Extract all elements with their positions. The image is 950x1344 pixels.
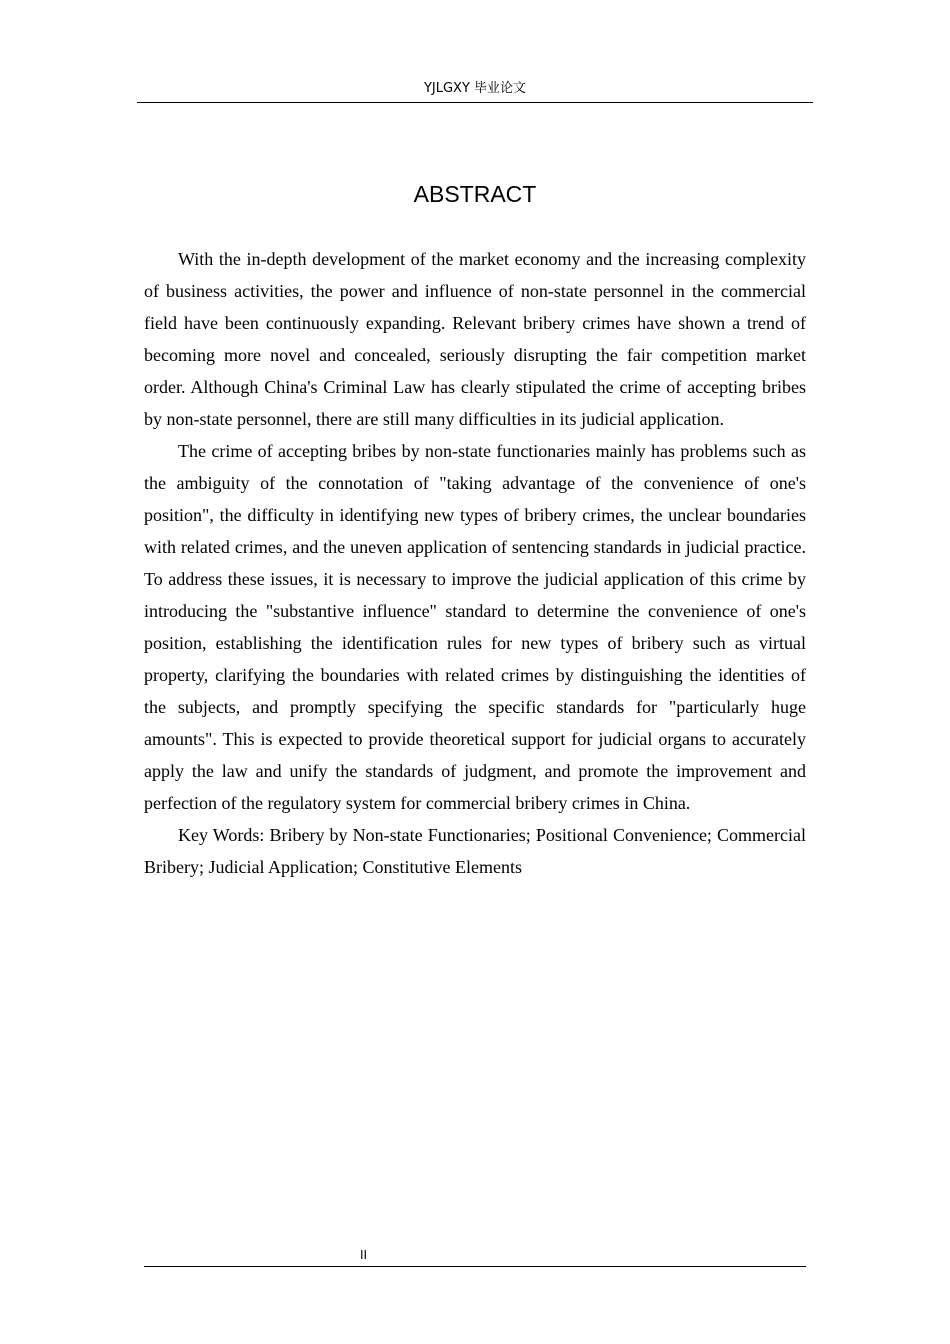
abstract-paragraph-1: With the in-depth development of the market economy and the increasing complexity of business activities, the power and influence of non-state personnel in the commercial field have been continuously expanding. Relevant bribery crimes have shown a trend of becoming more novel and concealed, seriously disrupting the fair competition market order. Although China's Criminal Law has clearly stipulated the crime of accepting bribes by non-state personnel, there are still many difficulties in its judicial application.: [144, 249, 806, 429]
abstract-paragraph-2: The crime of accepting bribes by non-state functionaries mainly has problems such as the ambiguity of the connotation of "taking advantage of the convenience of one's position", the difficulty in identifying new types of bribery crimes, the unclear boundaries with related crimes, and the uneven application of sentencing standards in judicial practice. To address these issues, it is necessary to improve the judicial application of this crime by introducing the "substantive influence" standard to determine the convenience of one's position, establishing the identification rules for new types of bribery such as virtual property, clarifying the boundaries with related crimes by distinguishing the identities of the subjects, and promptly specifying the specific standards for "particularly huge amounts". This is expected to provide theoretical support for judicial organs to accurately apply the law and unify the standards of judgment, and promote the improvement and perfection of the regulatory system for commercial bribery crimes in China.: [144, 441, 806, 813]
running-title: YJLGXY 毕业论文: [423, 81, 527, 96]
abstract-title: ABSTRACT: [413, 181, 537, 207]
page-footer: [144, 1245, 806, 1267]
keywords-line: [144, 819, 806, 883]
page-number: II: [360, 1248, 368, 1262]
keywords-list: Bribery by Non-state Functionaries; Positional Convenience; Commercial Bribery; Judicial Application; Constitutive Elements: [144, 825, 807, 877]
page-header: [137, 78, 813, 103]
keywords-label: Key Words:: [178, 825, 265, 845]
abstract-body: [144, 243, 806, 883]
